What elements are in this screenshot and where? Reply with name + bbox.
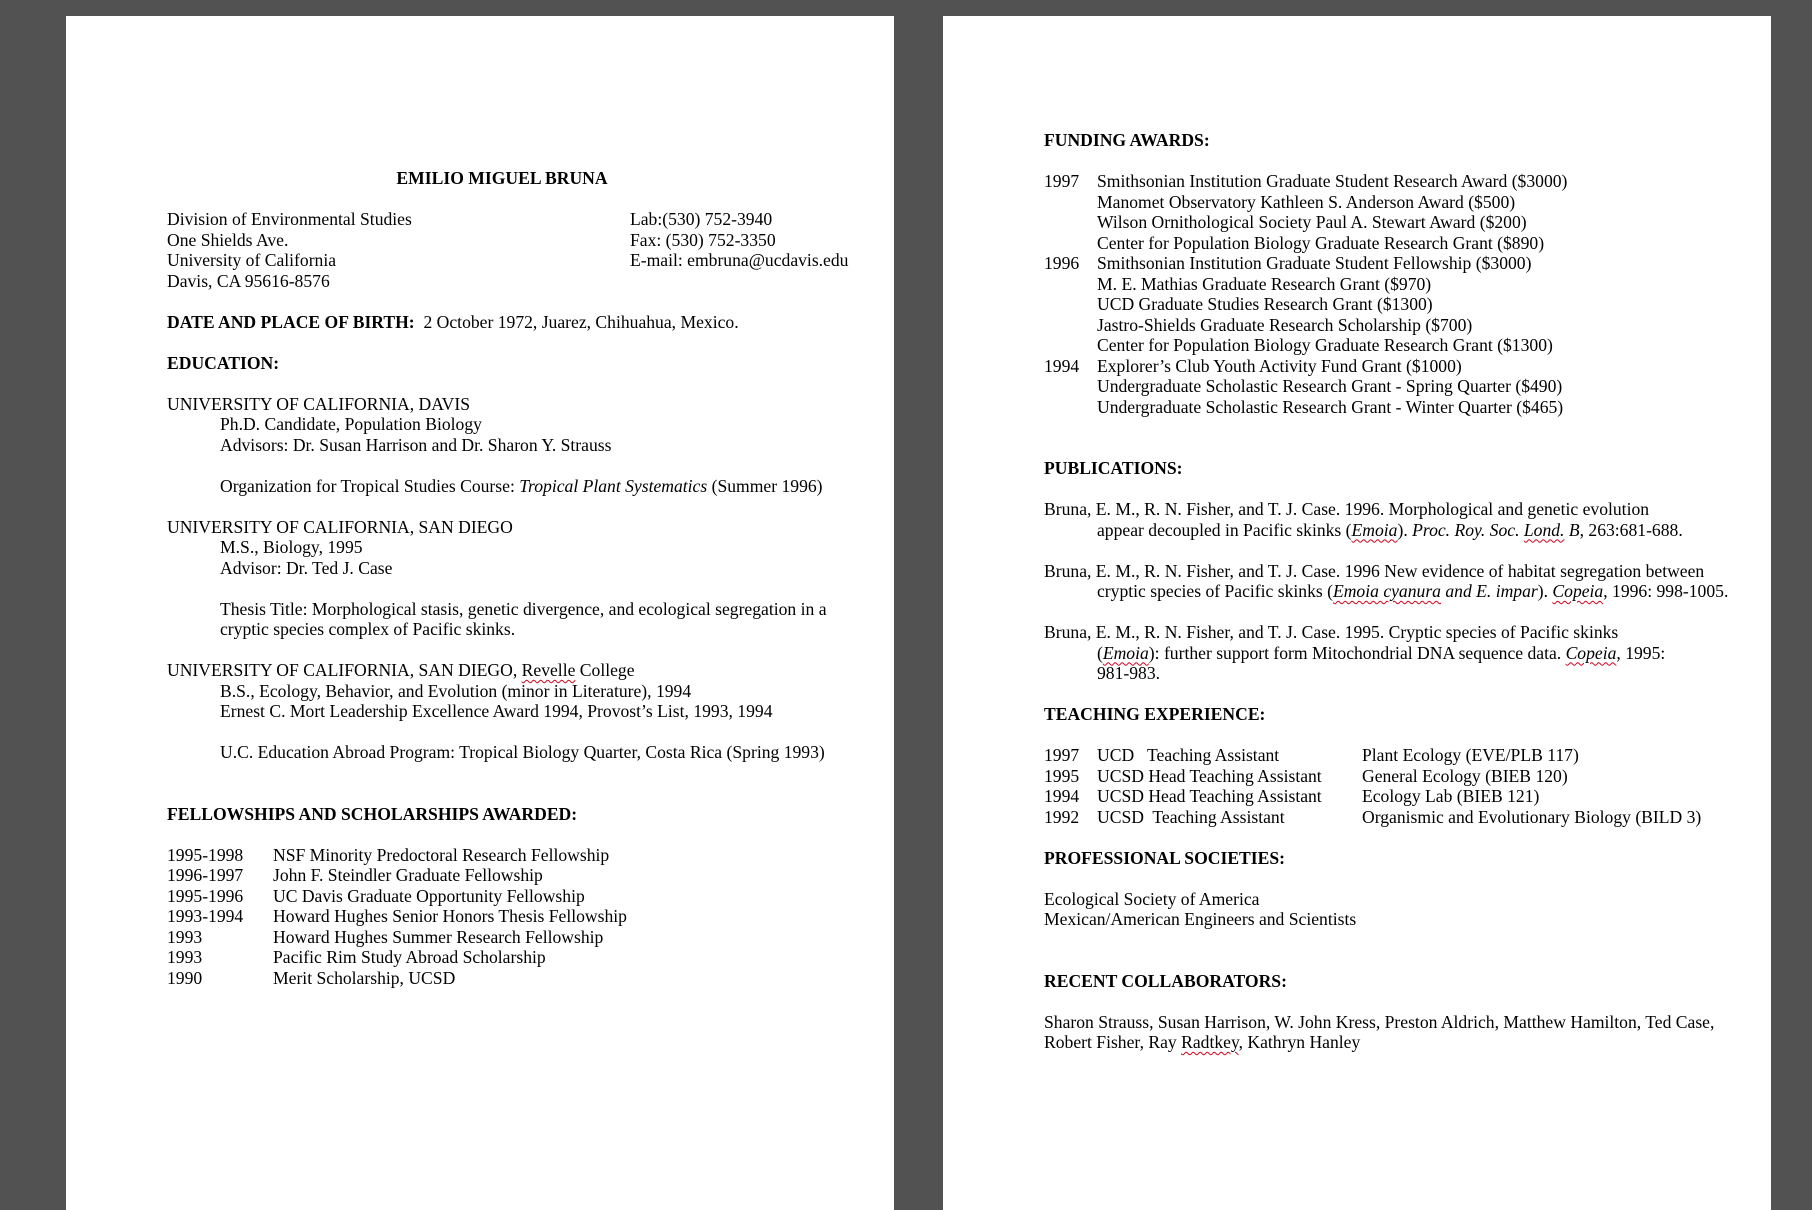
list-item: 1994 UCSD Head Teaching Assistant Ecology Lab (BIEB 121) [1044,786,1540,806]
list-item: Manomet Observatory Kathleen S. Anderson Award ($500) [1097,191,1516,212]
ucsd-ms-advisor: Advisor: Dr. Ted J. Case [220,557,393,578]
funding-heading: FUNDING AWARDS: [1044,130,1210,150]
publication-3: Bruna, E. M., R. N. Fisher, and T. J. Case. 1995. Cryptic species of Pacific skinks (Emoia): further support form Mitochondrial DNA sequence data. Copeia, 1995: 981-983. [1044,622,1666,683]
list-item: 1995 UCSD Head Teaching Assistant General Ecology (BIEB 120) [1044,765,1568,786]
list-item: 1993 Howard Hughes Summer Research Fellowship [167,926,604,947]
list-item: 1996 Smithsonian Institution Graduate Student Fellowship ($3000) [1044,253,1532,273]
list-item: M. E. Mathias Graduate Research Grant ($970) [1097,273,1432,294]
address-block [167,209,854,291]
collaborators-heading: RECENT COLLABORATORS: [1044,970,1287,991]
list-item: 1990 Merit Scholarship, UCSD [167,967,456,988]
birth-line [167,312,854,333]
ucd-degree: Ph.D. Candidate, Population Biology [220,414,482,434]
ucd-course: Organization for Tropical Studies Course: Tropical Plant Systematics (Summer 1996) [220,475,823,496]
thesis-title: Thesis Title: Morphological stasis, genetic divergence, and ecological segregation in a cryptic species complex of Pacific skinks. [220,598,827,639]
list-item: 1995-1998 NSF Minority Predoctoral Research Fellowship [167,844,610,865]
birth-label: DATE AND PLACE OF BIRTH: [167,311,415,332]
list-item: 1995-1996 UC Davis Graduate Opportunity Fellowship [167,885,585,906]
contact-lab: Lab:(530) 752-3940 [630,209,773,229]
list-item: 1997 Smithsonian Institution Graduate Student Research Award ($3000) [1044,171,1568,191]
list-item: 1996-1997 John F. Steindler Graduate Fellowship [167,865,543,885]
list-item: Wilson Ornithological Society Paul A. Stewart Award ($200) [1097,212,1527,232]
ucd-advisors: Advisors: Dr. Susan Harrison and Dr. Sharon Y. Strauss [220,434,612,455]
birth-value: 2 October 1972, Juarez, Chihuahua, Mexico. [423,311,739,332]
address-line: One Shields Ave. [167,229,289,250]
societies-heading: PROFESSIONAL SOCIETIES: [1044,847,1286,868]
list-item: 1992 UCSD Teaching Assistant Organismic and Evolutionary Biology (BILD 3) [1044,806,1702,827]
list-item: Center for Population Biology Graduate Research Grant ($890) [1097,232,1545,253]
cv-name: EMILIO MIGUEL BRUNA [396,168,608,188]
funding-list [1044,171,1731,417]
list-item: Undergraduate Scholastic Research Grant - Spring Quarter ($490) [1097,376,1563,396]
address-line: Davis, CA 95616-8576 [167,270,330,291]
contact-email: E-mail: embruna@ucdavis.edu [630,250,849,270]
list-item: 1993 Pacific Rim Study Abroad Scholarship [167,947,546,967]
list-item: Undergraduate Scholastic Research Grant - Winter Quarter ($465) [1097,396,1564,417]
document-page-1[interactable] [66,16,894,1210]
ucsd-ms-degree: M.S., Biology, 1995 [220,537,363,557]
contact-fax: Fax: (530) 752-3350 [630,229,776,250]
list-item: UCD Graduate Studies Research Grant ($1300) [1097,294,1433,314]
publications-heading: PUBLICATIONS: [1044,458,1183,478]
list-item: Jastro-Shields Graduate Research Scholarship ($700) [1097,314,1473,335]
list-item: Center for Population Biology Graduate Research Grant ($1300) [1097,335,1553,355]
ucsd-bs-awards: Ernest C. Mort Leadership Excellence Award 1994, Provost’s List, 1993, 1994 [220,701,773,721]
education-abroad: U.C. Education Abroad Program: Tropical Biology Quarter, Costa Rica (Spring 1993) [220,742,825,762]
page-1-content [167,168,854,988]
ucsd-bs-school: UNIVERSITY OF CALIFORNIA, SAN DIEGO, Revelle College [167,660,635,680]
page-2-content [1044,130,1731,1053]
teaching-list [1044,745,1731,827]
publication-2: Bruna, E. M., R. N. Fisher, and T. J. Case. 1996 New evidence of habitat segregation between cryptic species of Pacific skinks (Emoia cyanura and E. impar). Copeia, 1996: 998-1005. [1044,560,1729,601]
collaborators-text: Sharon Strauss, Susan Harrison, W. John Kress, Preston Aldrich, Matthew Hamilton, Ted Case, Robert Fisher, Ray Radtkey, Kathryn Hanley [1044,1011,1715,1052]
document-page-2[interactable] [943,16,1771,1210]
address-line: University of California [167,250,337,270]
list-item: 1994 Explorer’s Club Youth Activity Fund Grant ($1000) [1044,355,1462,376]
address-line: Division of Environmental Studies [167,209,412,229]
society-item: Mexican/American Engineers and Scientists [1044,909,1357,929]
publication-1: Bruna, E. M., R. N. Fisher, and T. J. Case. 1996. Morphological and genetic evolution appear decoupled in Pacific skinks (Emoia). Proc. Roy. Soc. Lond. B, 263:681-688. [1044,499,1683,540]
society-item: Ecological Society of America [1044,888,1260,909]
list-item: 1997 UCD Teaching Assistant Plant Ecology (EVE/PLB 117) [1044,745,1579,765]
ucsd-ms-school: UNIVERSITY OF CALIFORNIA, SAN DIEGO [167,516,513,537]
ucsd-bs-degree: B.S., Ecology, Behavior, and Evolution (minor in Literature), 1994 [220,680,692,701]
education-heading: EDUCATION: [167,352,280,373]
ucd-school: UNIVERSITY OF CALIFORNIA, DAVIS [167,393,471,414]
fellowships-list [167,845,854,989]
teaching-heading: TEACHING EXPERIENCE: [1044,704,1266,724]
fellowships-heading: FELLOWSHIPS AND SCHOLARSHIPS AWARDED: [167,803,578,824]
list-item: 1993-1994 Howard Hughes Senior Honors Thesis Fellowship [167,906,627,926]
